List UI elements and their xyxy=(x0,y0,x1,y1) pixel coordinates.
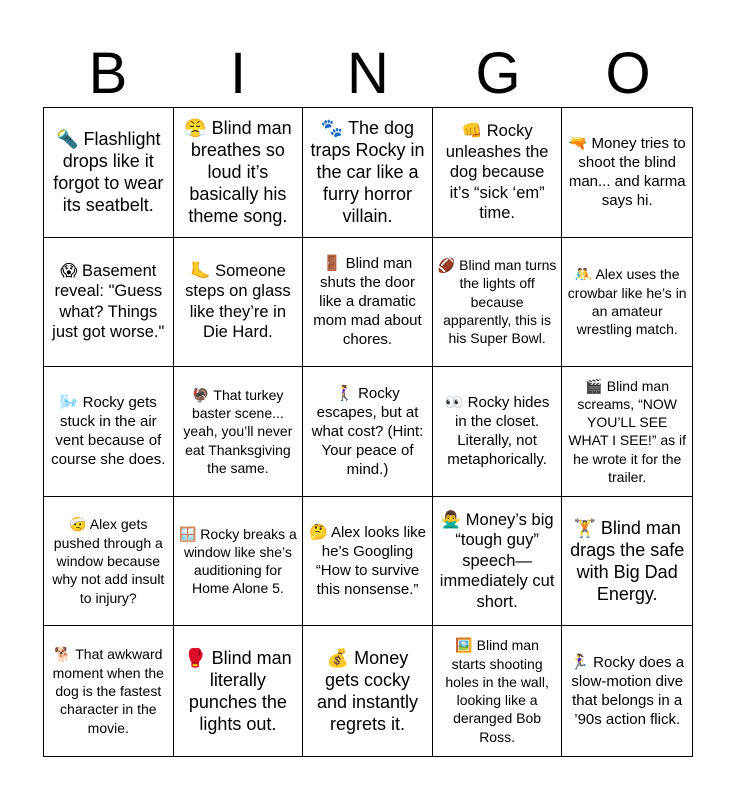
cell-text: 🚪 Blind man shuts the door like a dramatic mom mad about chores. xyxy=(313,255,422,349)
cell-text: 🦶 Someone steps on glass like they’re in Die Hard. xyxy=(185,261,291,342)
cell-text: 🔫 Money tries to shoot the blind man... and karma says hi. xyxy=(568,135,686,210)
bingo-cell-b5[interactable] xyxy=(44,626,174,756)
cell-text: 🔦 Flashlight drops like it forgot to wear its seatbelt. xyxy=(53,129,164,216)
bingo-cell-i1[interactable] xyxy=(174,108,304,238)
bingo-cell-b1[interactable] xyxy=(44,108,174,238)
bingo-cell-g1[interactable] xyxy=(433,108,563,238)
cell-text: 😤 Blind man breathes so loud it’s basically his theme song. xyxy=(184,118,292,227)
cell-text: 🏃‍♀️ Rocky does a slow-motion dive that belongs in a ’90s action flick. xyxy=(570,654,685,729)
cell-text: 🐾 The dog traps Rocky in the car like a furry horror villain. xyxy=(310,118,425,227)
bingo-cell-n5[interactable] xyxy=(303,626,433,756)
bingo-header xyxy=(43,40,693,108)
cell-text: 😱 Basement reveal: "Guess what? Things just got worse." xyxy=(52,261,165,342)
header-letter-g: G xyxy=(475,41,521,106)
bingo-cell-n3[interactable] xyxy=(303,367,433,497)
bingo-cell-i5[interactable] xyxy=(174,626,304,756)
bingo-cell-n2[interactable] xyxy=(303,238,433,368)
cell-text: 🤔 Alex looks like he’s Googling “How to survive this nonsense.” xyxy=(308,524,427,599)
bingo-cell-b4[interactable] xyxy=(44,497,174,627)
cell-text: 👀 Rocky hides in the closet. Literally, not metaphorically. xyxy=(444,394,550,469)
cell-text: 🤼 Alex uses the crowbar like he’s in an amateur wrestling match. xyxy=(567,266,687,338)
header-letter-i: I xyxy=(229,41,247,106)
header-letter-b: B xyxy=(88,41,128,106)
cell-text: 🤕 Alex gets pushed through a window because why not add insult to injury? xyxy=(52,516,165,606)
bingo-cell-i4[interactable] xyxy=(174,497,304,627)
cell-text: 🖼️ Blind man starts shooting holes in the wall, looking like a deranged Bob Ross. xyxy=(445,637,549,745)
cell-text: 🦃 That turkey baster scene... yeah, you’ll never eat Thanksgiving the same. xyxy=(183,386,293,476)
cell-text: 🪟 Rocky breaks a window like she’s auditioning for Home Alone 5. xyxy=(178,525,297,597)
bingo-card-grid xyxy=(43,107,693,757)
bingo-cell-g3[interactable] xyxy=(433,367,563,497)
bingo-cell-b2[interactable] xyxy=(44,238,174,368)
cell-text: 🏋️ Blind man drags the safe with Big Dad Energy. xyxy=(570,518,685,605)
header-letter-o: O xyxy=(605,41,651,106)
bingo-cell-i3[interactable] xyxy=(174,367,304,497)
bingo-cell-o1[interactable] xyxy=(562,108,692,238)
bingo-cell-g5[interactable] xyxy=(433,626,563,756)
cell-text: 🥊 Blind man literally punches the lights out. xyxy=(184,648,292,735)
cell-text: 🚶‍♀️ Rocky escapes, but at what cost? (Hint: Your peace of mind.) xyxy=(311,384,424,478)
bingo-cell-g4[interactable] xyxy=(433,497,563,627)
cell-text: 👊 Rocky unleashes the dog because it’s “sick ‘em” time. xyxy=(445,122,549,223)
cell-text: 💰 Money gets cocky and instantly regrets it. xyxy=(316,648,419,735)
cell-text: 🏈 Blind man turns the lights off because apparently, this is his Super Bowl. xyxy=(437,257,557,347)
bingo-cell-o2[interactable] xyxy=(562,238,692,368)
cell-text: 🌬️ Rocky gets stuck in the air vent because of course she does. xyxy=(51,394,166,469)
cell-text: 🐕 That awkward moment when the dog is the fastest character in the movie. xyxy=(52,646,164,736)
bingo-cell-o3[interactable] xyxy=(562,367,692,497)
bingo-cell-b3[interactable] xyxy=(44,367,174,497)
bingo-cell-g2[interactable] xyxy=(433,238,563,368)
header-letter-n: N xyxy=(347,41,389,106)
bingo-cell-o5[interactable] xyxy=(562,626,692,756)
cell-text: 🎬 Blind man screams, “NOW YOU’LL SEE WHAT I SEE!” as if he wrote it for the trailer. xyxy=(568,377,687,486)
bingo-cell-i2[interactable] xyxy=(174,238,304,368)
cell-text: 🙅‍♂️ Money’s big “tough guy” speech—immediately cut short. xyxy=(439,510,555,611)
bingo-cell-o4[interactable] xyxy=(562,497,692,627)
bingo-cell-n4[interactable] xyxy=(303,497,433,627)
bingo-cell-n1[interactable] xyxy=(303,108,433,238)
